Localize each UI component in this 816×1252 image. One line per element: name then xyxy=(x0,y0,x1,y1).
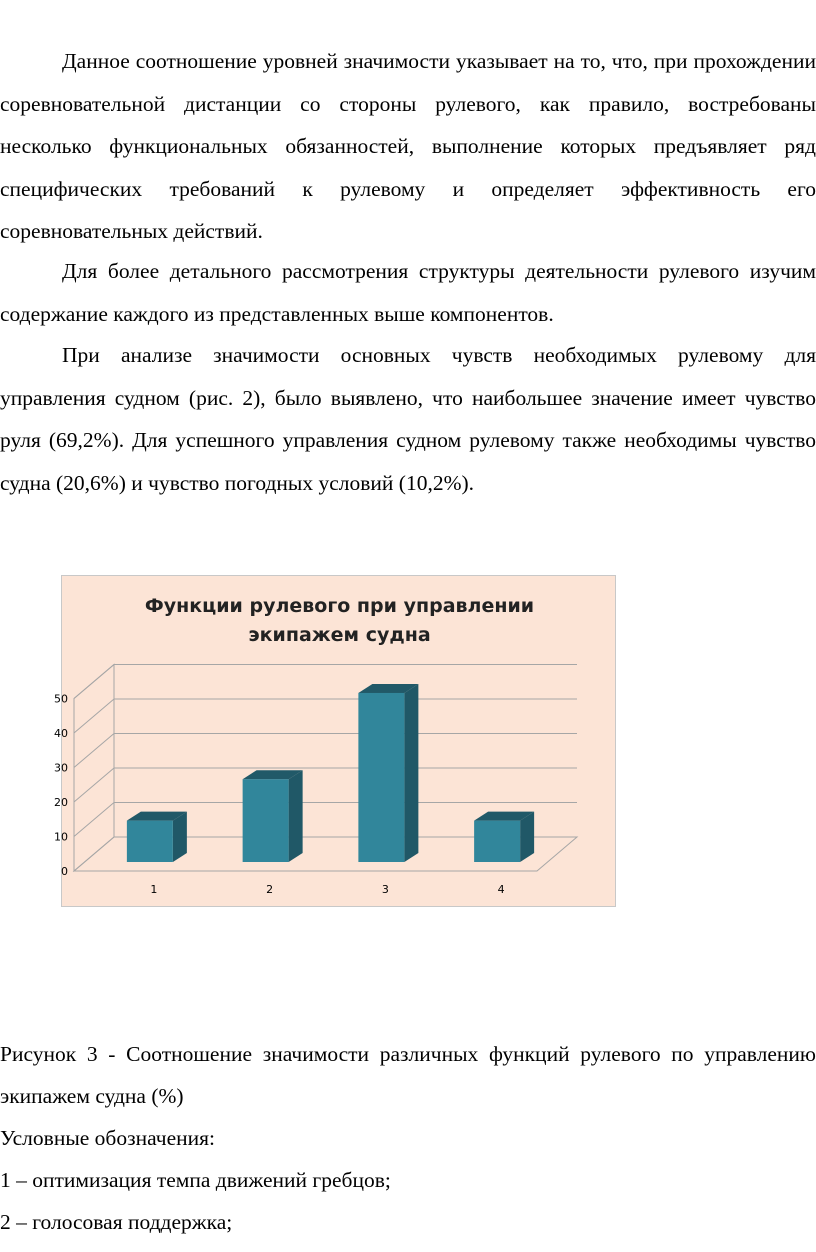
chart-plot xyxy=(54,576,617,908)
bar-side-2 xyxy=(289,770,303,862)
bar-chart xyxy=(54,575,616,907)
y-tick-label: 40 xyxy=(54,727,68,740)
legend-item-1: 1 – оптимизация темпа движений гребцов; xyxy=(0,1168,391,1192)
paragraph-3: При анализе значимости основных чувств необходимых рулевому для управления судном (рис. 2), было выявлено, что наибольшее значение имеет чувство руля (69,2%). Для успешного управления судном рулевому также необходимы чувство судна (20,6%) и чувство погодных условий (10,2%). xyxy=(0,343,816,495)
gridline xyxy=(74,768,577,802)
x-tick-label: 3 xyxy=(381,883,389,896)
y-tick-label: 0 xyxy=(61,865,68,878)
paragraph-2: Для более детального рассмотрения структуры деятельности рулевого изучим содержание каждого из представленных выше компонентов. xyxy=(0,259,816,326)
y-tick-label: 10 xyxy=(54,830,68,844)
figure-caption: Рисунок 3 - Соотношение значимости различных функций рулевого по управлению экипажем судна (%) xyxy=(0,1042,816,1108)
y-tick-label: 50 xyxy=(54,692,68,706)
y-tick-label: 30 xyxy=(54,761,68,775)
x-tick-label: 4 xyxy=(497,883,505,896)
bar-1 xyxy=(127,821,173,862)
x-tick-label: 2 xyxy=(266,883,274,896)
legend-item-2: 2 – голосовая поддержка; xyxy=(0,1210,233,1234)
bar-side-3 xyxy=(404,684,418,862)
bar-4 xyxy=(474,821,520,862)
legend-title: Условные обозначения: xyxy=(0,1126,216,1150)
gridline xyxy=(74,699,577,733)
bar-3 xyxy=(358,693,404,862)
paragraph-1: Данное соотношение уровней значимости указывает на то, что, при прохождении соревновательной дистанции со стороны рулевого, как правило, востребованы несколько функциональных обязанностей, выполнение которых предъявляет ряд специфических требований к рулевому и определяет эффективность его соревновательных действий. xyxy=(0,49,816,243)
bar-2 xyxy=(243,779,289,862)
gridline xyxy=(74,665,577,699)
chart-title-line-1: Функции рулевого при управлении xyxy=(144,595,535,617)
x-tick-label: 1 xyxy=(150,883,158,896)
chart-side-wall xyxy=(74,665,114,872)
gridline xyxy=(74,734,577,768)
chart-title-line-2: экипажем судна xyxy=(248,624,431,646)
y-tick-label: 20 xyxy=(54,796,68,809)
